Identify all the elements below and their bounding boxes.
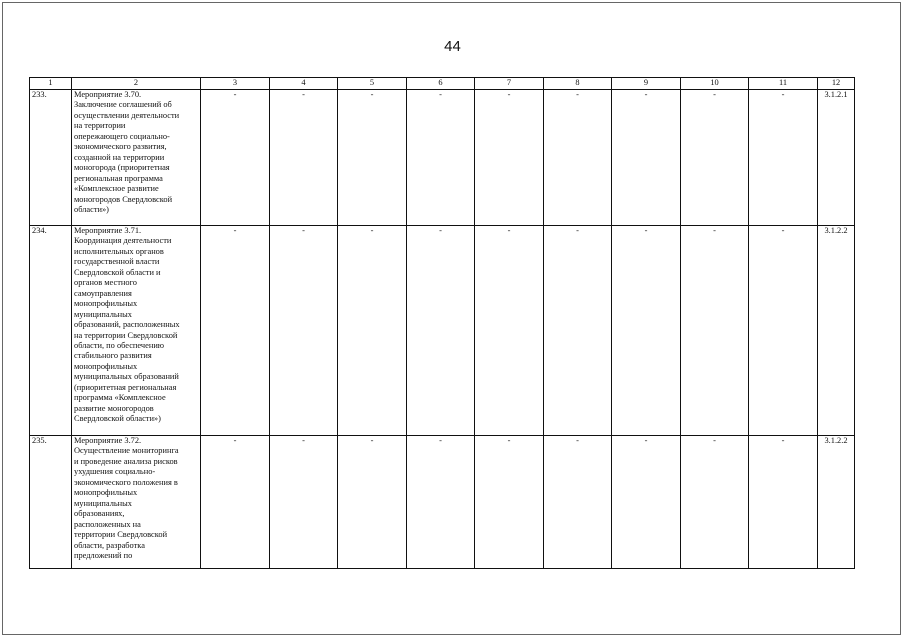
column-header-12: 12 [818,78,855,90]
value-cell: - [475,436,544,569]
data-table [29,77,855,569]
column-header-11: 11 [749,78,818,90]
value-cell: - [201,436,270,569]
column-header-4: 4 [270,78,338,90]
column-header-2: 2 [72,78,201,90]
row-code: 3.1.2.2 [818,436,855,569]
value-cell: - [749,436,818,569]
value-cell: - [270,90,338,226]
value-cell: - [544,90,612,226]
value-cell: - [612,436,681,569]
row-code: 3.1.2.2 [818,226,855,436]
column-header-3: 3 [201,78,270,90]
row-code: 3.1.2.1 [818,90,855,226]
table-row [30,90,855,226]
value-cell: - [201,90,270,226]
column-header-8: 8 [544,78,612,90]
value-cell: - [338,436,407,569]
value-cell: - [681,436,749,569]
page-number: 44 [444,38,461,55]
row-description: Мероприятие 3.72. Осуществление мониторинга и проведение анализа рисков ухудшения социально- экономического положения в монопрофильных муниципальных образованиях, расположенных на территории Свердловской области, разработка предложений по [72,436,201,569]
column-header-5: 5 [338,78,407,90]
column-header-10: 10 [681,78,749,90]
value-cell: - [338,90,407,226]
table-row [30,226,855,436]
value-cell: - [475,226,544,436]
value-cell: - [544,226,612,436]
value-cell: - [612,226,681,436]
row-number: 233. [30,90,72,226]
value-cell: - [270,436,338,569]
value-cell: - [407,436,475,569]
value-cell: - [475,90,544,226]
value-cell: - [270,226,338,436]
row-description: Мероприятие 3.70. Заключение соглашений об осуществлении деятельности на территории опережающего социально- экономического развития, созданной на территории моногорода (приоритетная региональная программа «Комплексное развитие моногородов Свердловской области») [72,90,201,226]
value-cell: - [338,226,407,436]
value-cell: - [681,226,749,436]
value-cell: - [749,90,818,226]
table-row [30,436,855,569]
value-cell: - [681,90,749,226]
value-cell: - [612,90,681,226]
row-number: 234. [30,226,72,436]
row-number: 235. [30,436,72,569]
value-cell: - [749,226,818,436]
column-header-9: 9 [612,78,681,90]
column-header-6: 6 [407,78,475,90]
row-description: Мероприятие 3.71. Координация деятельности исполнительных органов государственной власти Свердловской области и органов местного самоуправления монопрофильных муниципальных образований, расположенных на территории Свердловской области, по обеспечению стабильного развития монопрофильных муниципальных образований (приоритетная региональная программа «Комплексное развитие моногородов Свердловской области») [72,226,201,436]
header-row [30,78,855,90]
value-cell: - [544,436,612,569]
column-header-1: 1 [30,78,72,90]
value-cell: - [407,226,475,436]
column-header-7: 7 [475,78,544,90]
value-cell: - [407,90,475,226]
value-cell: - [201,226,270,436]
